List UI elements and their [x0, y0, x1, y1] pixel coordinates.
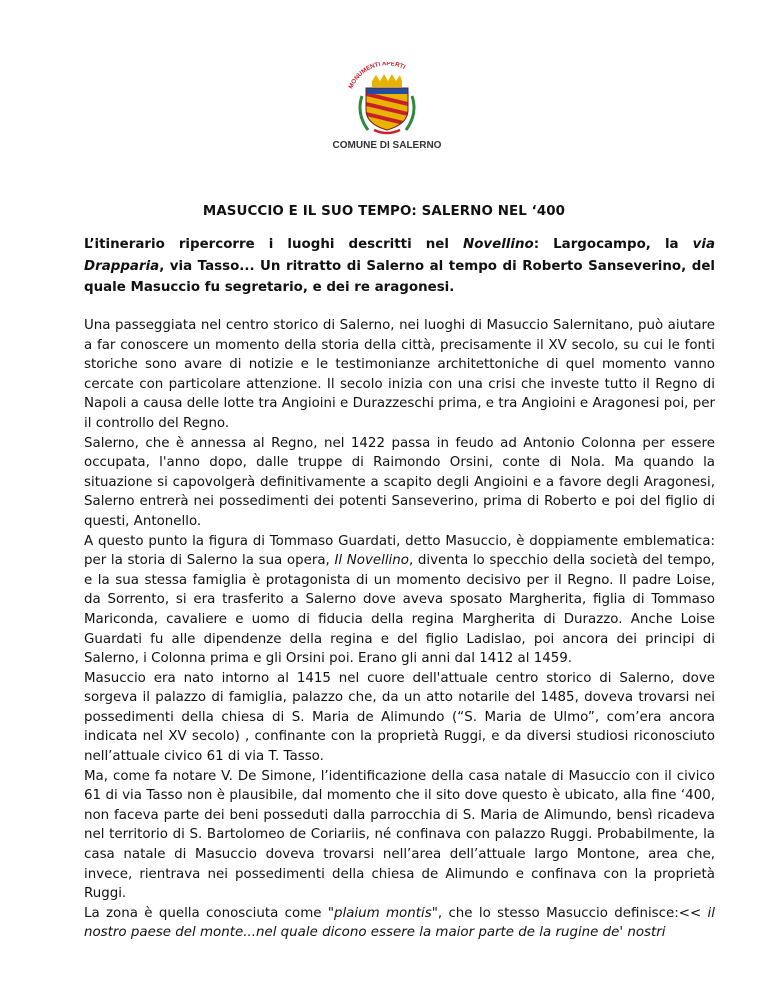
paragraph: Masuccio era nato intorno al 1415 nel cuore dell'attuale centro storico di Salerno, dove sorgeva il palazzo di famiglia, palazzo che, da un atto notarile del 1485, doveva trovarsi nei possedimenti della chiesa di S. Maria de Alimundo (“S. Maria de Ulmo”, com’era ancora indicata nel XV secolo) , confinante con la proprietà Ruggi, e da diversi studiosi riconosciuto nell’attuale civico 61 di via T. Tasso. — [84, 670, 715, 765]
body-text — [84, 316, 715, 943]
comune-di-salerno-logo — [322, 62, 452, 152]
lead-paragraph: L’itinerario ripercorre i luoghi descritti nel Novellino: Largocampo, la via Drapparia, via Tasso... Un ritratto di Salerno al tempo di Roberto Sanseverino, del quale Masuccio fu segretario, e dei re aragonesi. — [84, 237, 715, 296]
page-title: MASUCCIO E IL SUO TEMPO: SALERNO NEL ‘400 — [202, 204, 566, 219]
paragraph: La zona è quella conosciuta come "plaium montis", che lo stesso Masuccio definisce:<< il nostro paese del monte...nel quale dicono essere la maior parte de la rugine de' nostri — [84, 905, 715, 941]
paragraph: Ma, come fa notare V. De Simone, l’identificazione della casa natale di Masuccio con il civico 61 di via Tasso non è plausibile, dal momento che il sito dove questo è ubicato, alla fine ‘400, non faceva parte dei beni posseduti dalla parrocchia di S. Maria de Alimundo, bensì ricadeva nel territorio di S. Bartolomeo de Coriariis, né confinava con palazzo Ruggi. Probabilmente, la casa natale di Masuccio doveva trovarsi nell’area dell’attuale largo Montone, area che, invece, rientrava nei possedimenti della chiesa de Alimundo e confinava con la proprietà Ruggi. — [84, 768, 715, 902]
paragraph: A questo punto la figura di Tommaso Guardati, detto Masuccio, è doppiamente emblematica: per la storia di Salerno la sua opera, Il Novellino, diventa lo specchio della società del tempo, e la sua stessa famiglia è protagonista di un momento decisivo per il Regno. Il padre Loise, da Sorrento, si era trasferito a Salerno dove aveva sposato Margherita, figlia di Tommaso Mariconda, cavaliere e uomo di fiducia della regina Margherita di Durazzo. Anche Loise Guardati fu alle dipendenze della regina e del figlio Ladislao, poi ancora dei principi di Salerno, i Colonna prima e gli Orsini poi. Erano gli anni dal 1412 al 1459. — [84, 533, 716, 667]
logo-arc-text: MONUMENTI APERTI — [347, 62, 407, 90]
paragraph: Salerno, che è annessa al Regno, nel 1422 passa in feudo ad Antonio Colonna per essere occupata, l'anno dopo, dalle truppe di Raimondo Orsini, conte di Nola. Ma quando la situazione si capovolgerà definitivamente a scapito degli Angioini e a favore degli Aragonesi, Salerno entrerà nei possedimenti dei potenti Sanseverino, prima di Roberto e poi del figlio di questi, Antonello. — [84, 435, 715, 529]
paragraph: Una passeggiata nel centro storico di Salerno, nei luoghi di Masuccio Salernitano, può aiutare a far conoscere un momento della storia della città, precisamente il XV secolo, su cui le fonti storiche sono avare di notizie e le testimonianze architettoniche di quel momento vanno cercate con particolare attenzione. Il secolo inizia con una crisi che investe tutto il Regno di Napoli a causa delle lotte tra Angioini e Durazzeschi prima, e tra Angioini e Aragonesi poi, per il controllo del Regno. — [84, 318, 715, 431]
crown-icon — [372, 81, 402, 87]
shield-icon — [366, 88, 408, 132]
logo-name: COMUNE DI SALERNO — [332, 140, 442, 151]
